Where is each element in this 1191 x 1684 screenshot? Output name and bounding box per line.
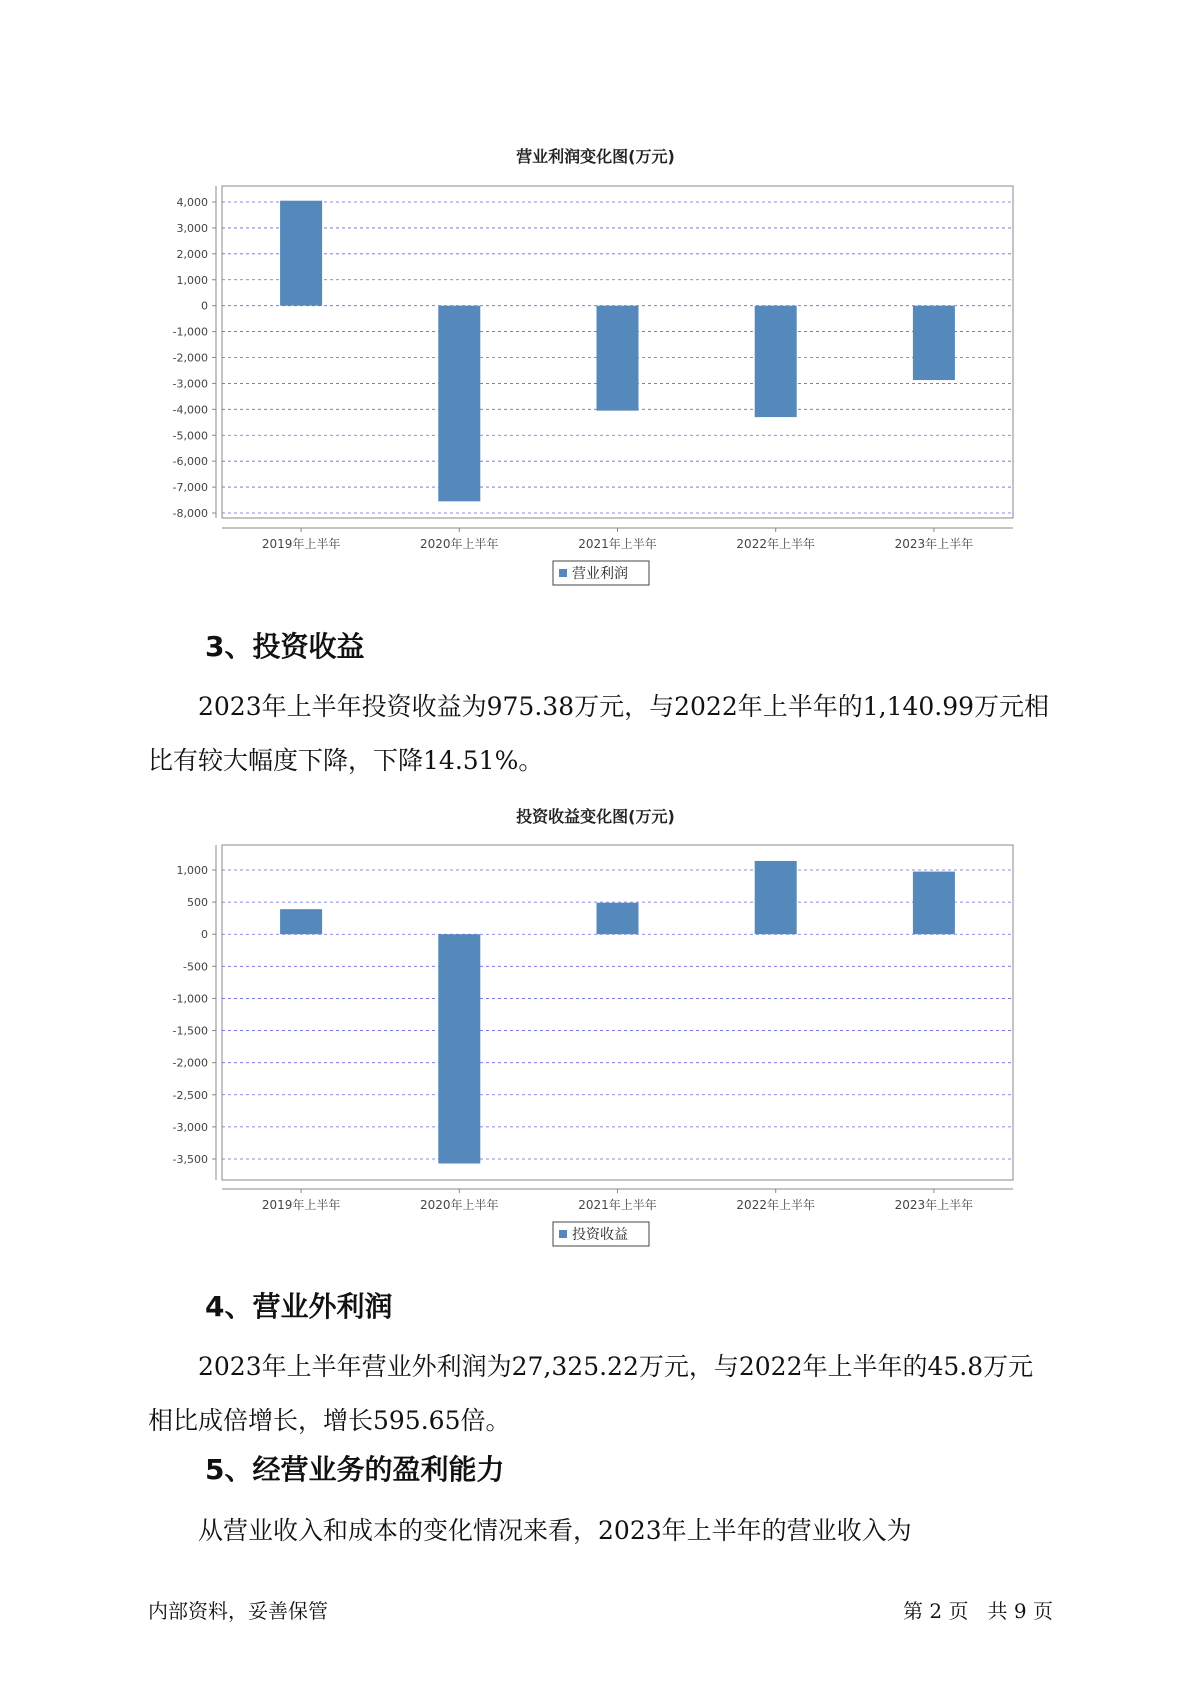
x-tick-label: 2020年上半年 — [420, 1198, 499, 1212]
legend-label: 营业利润 — [572, 566, 628, 582]
chart-title-operating-profit: 营业利润变化图(万元) — [516, 147, 675, 166]
y-tick-label: -3,000 — [172, 1120, 208, 1134]
plot-area — [222, 845, 1013, 1180]
legend-label: 投资收益 — [572, 1227, 628, 1243]
y-tick-label: 0 — [201, 928, 208, 942]
section-heading-investment-income: 3、投资收益 — [205, 630, 365, 663]
bar — [280, 909, 322, 934]
y-tick-label: 2,000 — [176, 247, 208, 261]
y-tick-label: -1,000 — [172, 992, 208, 1006]
x-tick-label: 2023年上半年 — [894, 1198, 974, 1212]
footer-confidential-note: 内部资料，妥善保管 — [148, 1599, 328, 1623]
y-tick-label: 0 — [201, 299, 208, 313]
y-tick-label: -6,000 — [172, 455, 208, 469]
x-tick-label: 2019年上半年 — [261, 1198, 341, 1212]
y-tick-label: -1,000 — [172, 325, 208, 339]
x-tick-label: 2020年上半年 — [420, 537, 499, 551]
chart-legend — [553, 1222, 649, 1246]
legend-swatch — [559, 1230, 567, 1238]
x-tick-label: 2021年上半年 — [578, 537, 657, 551]
x-tick-label: 2023年上半年 — [894, 537, 974, 551]
bar — [597, 903, 639, 934]
section-heading-profitability: 5、经营业务的盈利能力 — [205, 1453, 505, 1486]
y-tick-label: -7,000 — [172, 481, 208, 495]
y-tick-label: -8,000 — [172, 507, 208, 520]
x-tick-label: 2022年上半年 — [736, 1198, 815, 1212]
x-tick-label: 2022年上半年 — [736, 537, 815, 551]
section-heading-non-operating-profit: 4、营业外利润 — [205, 1290, 393, 1323]
y-tick-label: -2,000 — [172, 1056, 208, 1070]
footer-page-number: 第 2 页 共 9 页 — [903, 1599, 1053, 1623]
y-tick-label: -2,500 — [172, 1088, 208, 1102]
y-tick-label: -1,500 — [172, 1024, 208, 1038]
chart-title-investment-income: 投资收益变化图(万元) — [516, 807, 675, 826]
bar — [913, 872, 955, 935]
y-tick-label: -3,500 — [172, 1153, 208, 1166]
y-tick-label: 500 — [187, 896, 208, 910]
bar — [438, 934, 480, 1163]
y-tick-label: 3,000 — [176, 221, 208, 235]
paragraph-non-operating-profit: 2023年上半年营业外利润为27,325.22万元，与2022年上半年的45.8万元相比成倍增长，增长595.65倍。 — [148, 1352, 1034, 1435]
y-tick-label: 4,000 — [176, 196, 208, 209]
x-tick-label: 2019年上半年 — [261, 537, 341, 551]
paragraph-profitability: 从营业收入和成本的变化情况来看，2023年上半年的营业收入为 — [198, 1516, 912, 1545]
x-tick-label: 2021年上半年 — [578, 1198, 657, 1212]
bar — [755, 861, 797, 934]
y-tick-label: 1,000 — [176, 273, 208, 287]
y-tick-label: -2,000 — [172, 351, 208, 365]
y-tick-label: 1,000 — [176, 864, 208, 877]
y-tick-label: -500 — [183, 960, 208, 974]
y-tick-label: -3,000 — [172, 377, 208, 391]
y-tick-label: -5,000 — [172, 429, 208, 443]
paragraph-investment-income: 2023年上半年投资收益为975.38万元，与2022年上半年的1,140.99万元相比有较大幅度下降，下降14.51%。 — [148, 692, 1050, 775]
y-tick-label: -4,000 — [172, 403, 208, 417]
